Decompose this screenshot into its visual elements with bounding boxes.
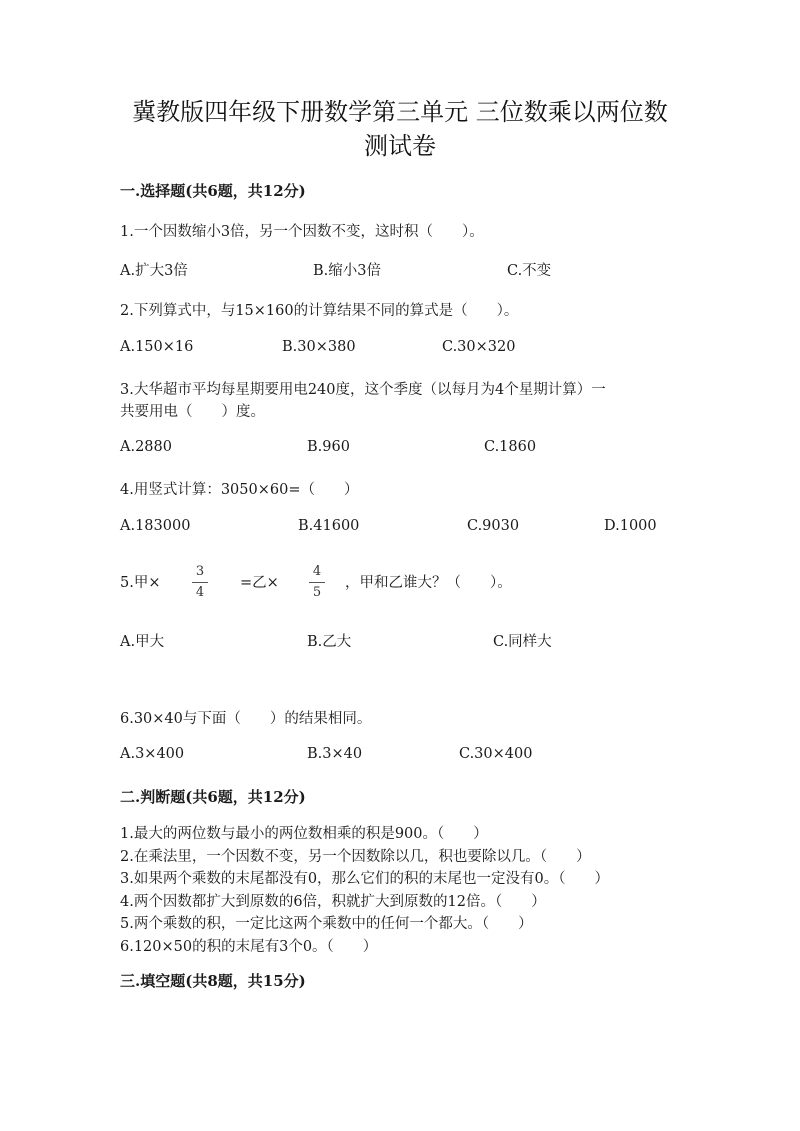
q1-option-c: C.不变 bbox=[507, 263, 552, 279]
judge-item: 2.在乘法里，一个因数不变，另一个因数除以几，积也要除以几。（ ） bbox=[120, 848, 591, 865]
q4-option-b: B.41600 bbox=[298, 518, 360, 534]
q5-fraction-2-numerator: 4 bbox=[312, 564, 322, 579]
q6-stem: 6.30×40与下面（ ）的结果相同。 bbox=[120, 711, 372, 727]
q5-option-a: A.甲大 bbox=[120, 634, 165, 650]
q5-option-b: B.乙大 bbox=[307, 634, 352, 650]
q5-middle: =乙× bbox=[240, 575, 279, 591]
section1-heading: 一.选择题(共6题，共12分) bbox=[120, 182, 306, 200]
section2-heading: 二.判断题(共6题，共12分) bbox=[120, 788, 306, 806]
document-title-line1: 冀教版四年级下册数学第三单元 三位数乘以两位数 bbox=[132, 98, 668, 126]
q5-suffix: ，甲和乙谁大？（ ）。 bbox=[345, 575, 512, 591]
q3-option-c: C.1860 bbox=[484, 439, 537, 455]
q3-option-a: A.2880 bbox=[120, 439, 172, 455]
q1-stem: 1.一个因数缩小3倍，另一个因数不变，这时积（ ）。 bbox=[120, 224, 484, 240]
fraction-bar bbox=[192, 582, 208, 583]
q4-option-c: C.9030 bbox=[467, 518, 520, 534]
q2-stem: 2.下列算式中，与15×160的计算结果不同的算式是（ ）。 bbox=[120, 303, 519, 319]
q1-option-a: A.扩大3倍 bbox=[120, 263, 188, 279]
q5-fraction-2-denominator: 5 bbox=[312, 585, 322, 600]
q5-fraction-1-numerator: 3 bbox=[195, 564, 205, 579]
q5-fraction-1-denominator: 4 bbox=[195, 585, 205, 600]
judge-item: 1.最大的两位数与最小的两位数相乘的积是900。（ ） bbox=[120, 826, 488, 842]
q5-fraction-1 bbox=[190, 564, 210, 601]
document-title-line2: 测试卷 bbox=[364, 132, 436, 160]
judge-item: 3.如果两个乘数的末尾都没有0，那么它们的积的末尾也一定没有0。（ ） bbox=[120, 871, 610, 887]
q5-fraction-2 bbox=[307, 564, 327, 601]
judge-item: 6.120×50的积的末尾有3个0。（ ） bbox=[120, 938, 378, 955]
q6-option-c: C.30×400 bbox=[459, 746, 533, 762]
q2-option-a: A.150×16 bbox=[120, 339, 194, 355]
q4-option-a: A.183000 bbox=[120, 518, 191, 534]
q5-option-c: C.同样大 bbox=[493, 634, 552, 650]
q2-option-b: B.30×380 bbox=[282, 339, 356, 355]
q3-option-b: B.960 bbox=[307, 439, 350, 455]
judge-item: 4.两个因数都扩大到原数的6倍，积就扩大到原数的12倍。（ ） bbox=[120, 893, 546, 910]
fraction-bar bbox=[309, 582, 325, 583]
judge-item: 5.两个乘数的积，一定比这两个乘数中的任何一个都大。（ ） bbox=[120, 916, 533, 932]
q5-prefix: 5.甲× bbox=[120, 575, 161, 591]
section3-heading: 三.填空题(共8题，共15分) bbox=[120, 972, 306, 990]
q4-stem: 4.用竖式计算：3050×60=（ ） bbox=[120, 482, 359, 498]
q3-stem-line1: 3.大华超市平均每星期要用电240度，这个季度（以每月为4个星期计算）一 bbox=[120, 382, 606, 398]
q3-stem-line2: 共要用电（ ）度。 bbox=[120, 404, 265, 420]
q1-option-b: B.缩小3倍 bbox=[313, 263, 381, 279]
q4-option-d: D.1000 bbox=[604, 518, 657, 534]
q6-option-a: A.3×400 bbox=[120, 746, 185, 762]
q6-option-b: B.3×40 bbox=[307, 746, 363, 762]
q2-option-c: C.30×320 bbox=[442, 339, 516, 355]
